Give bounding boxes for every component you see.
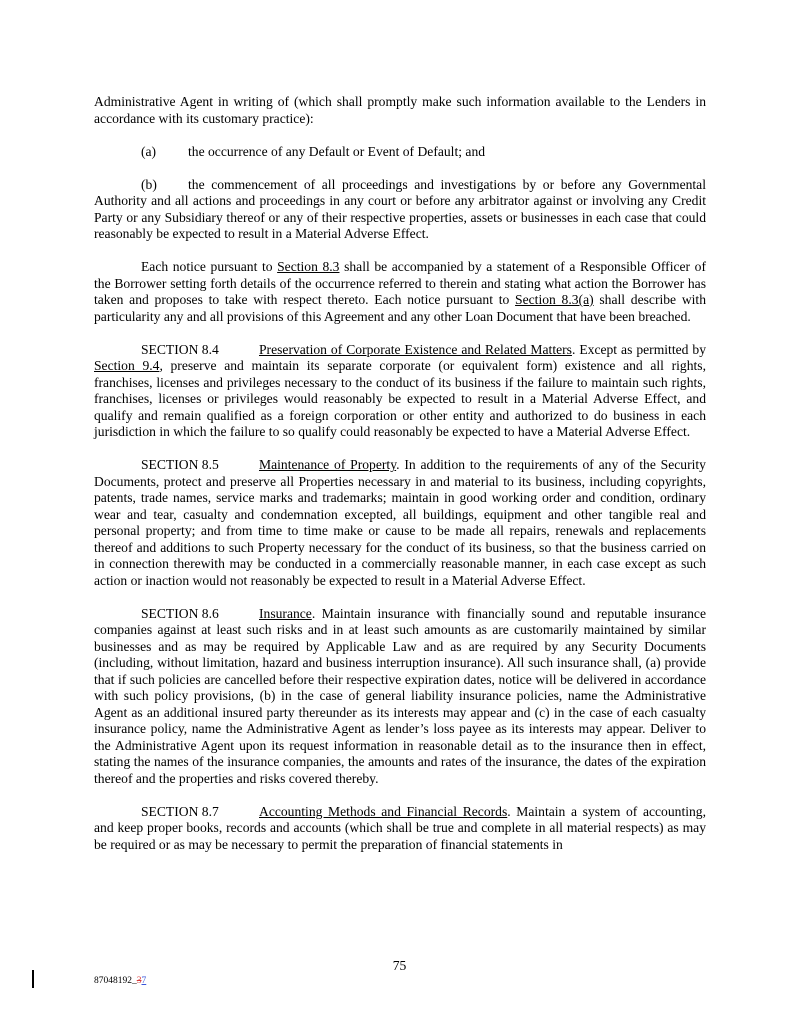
- section-ref-9-4: Section 9.4: [94, 358, 160, 373]
- section-ref-8-3: Section 8.3: [277, 259, 340, 274]
- section-8-4: [94, 342, 706, 441]
- section-8-6-heading: Insurance: [259, 605, 312, 621]
- section-8-6-text: . Maintain insurance with financially sound and reputable insurance companies against at least such risks and in at least such amounts as are customarily maintained by similar businesses and as may be required by Applicable Law and as are required by any Security Documents (including, without limitation, hazard and business interruption insurance). All such insurance shall, (a) provide that if such policies are cancelled before their respective expiration dates, notice will be delivered in accordance with such policy provisions, (b) in the case of general liability insurance policies, name the Administrative Agent as an additional insured party thereunder as its interests may appear and (c) in the case of each casualty insurance policy, name the Administrative Agent as lender’s loss payee as its interests may appear. Deliver to the Administrative Agent upon its request information in reasonable detail as to the insurance then in effect, stating the names of the insurance companies, the amounts and rates of the insurance, the dates of the expiration thereof and the properties and risks covered thereby.: [94, 605, 706, 786]
- section-8-5-heading: Maintenance of Property: [259, 457, 397, 472]
- section-8-6-number: SECTION 8.6: [141, 605, 219, 621]
- section-8-5-text: . In addition to the requirements of any of the Security Documents, protect and preserve all Properties necessary in and material to its business, including copyrights, patents, trade names, service marks and trademarks; maintain in good working order and condition, ordinary wear and tear, casualty and condemnation excepted, all buildings, equipment and other tangible real and personal property; and from time to time make or cause to be made all repairs, renewals and replacements thereof and additions to such Property necessary for the conduct of its business, so that the business carried on in connection therewith may be conducted in a commercially reasonable manner, in each case except as such action or inaction would not reasonably be expected to result in a Material Adverse Effect.: [94, 457, 706, 588]
- section-8-7-number: SECTION 8.7: [141, 803, 219, 819]
- intro-paragraph: Administrative Agent in writing of (which shall promptly make such information available to the Lenders in accordance with its customary practice):: [94, 94, 706, 126]
- section-8-4-text-2: , preserve and maintain its separate corporate (or equivalent form) existence and all rights, franchises, licenses and privileges necessary to the conduct of its business if the failure to maintain such rights, franchises, licenses or privileges would reasonably be expected to result in a Material Adverse Effect, and qualify and remain qualified as a foreign corporation or other entity and authorized to do business in each jurisdiction in which the failure to so qualify could reasonably be expected to have a Material Adverse Effect.: [94, 358, 706, 439]
- list-item-a-text: the occurrence of any Default or Event of Default; and: [188, 143, 486, 159]
- section-8-7-text: . Maintain a system of accounting, and keep proper books, records and accounts (which shall be true and complete in all material respects) as may be required or as may be necessary to permit the preparation of financial statements in: [94, 803, 706, 852]
- change-bar: [32, 970, 34, 988]
- section-ref-8-3a: Section 8.3(a): [515, 292, 594, 307]
- notice-paragraph: [94, 259, 706, 325]
- list-item-b-label: (b): [141, 176, 157, 192]
- section-8-4-heading: Preservation of Corporate Existence and Related Matters: [259, 341, 572, 357]
- section-8-7: [94, 804, 706, 854]
- document-id-footer: [94, 976, 146, 986]
- notice-text-3: shall describe with particularity any and all provisions of this Agreement and any other Loan Document that have been breached.: [94, 292, 706, 324]
- doc-id-deleted: 3: [136, 976, 142, 986]
- page-number: 75: [392, 958, 407, 973]
- section-8-4-number: SECTION 8.4: [141, 341, 219, 357]
- section-8-7-heading: Accounting Methods and Financial Records: [259, 803, 508, 819]
- section-8-6: [94, 606, 706, 788]
- list-item-a-label: (a): [141, 143, 157, 159]
- list-item-a: [94, 144, 706, 161]
- section-8-5-number: SECTION 8.5: [141, 457, 219, 472]
- doc-id: 87048192_: [94, 976, 137, 986]
- section-8-4-text-1: . Except as permitted by: [571, 341, 706, 357]
- list-item-b: [94, 177, 706, 243]
- section-8-5: [94, 457, 706, 589]
- notice-text-2: shall be accompanied by a statement of a Responsible Officer of the Borrower setting forth details of the occurrence referred to therein and stating what action the Borrower has taken and proposes to take with respect thereto. Each notice pursuant to: [94, 259, 706, 307]
- notice-text-1: Each notice pursuant to: [141, 259, 278, 274]
- document-page: [94, 94, 706, 870]
- doc-id-inserted: 7: [141, 976, 147, 986]
- list-item-b-text: the commencement of all proceedings and investigations by or before any Governmental Authority and all actions and proceedings in any court or before any arbitrator against or involving any Credit Party or any Subsidiary thereof or any of their respective properties, assets or businesses in each case that could reasonably be expected to result in a Material Adverse Effect.: [94, 176, 706, 241]
